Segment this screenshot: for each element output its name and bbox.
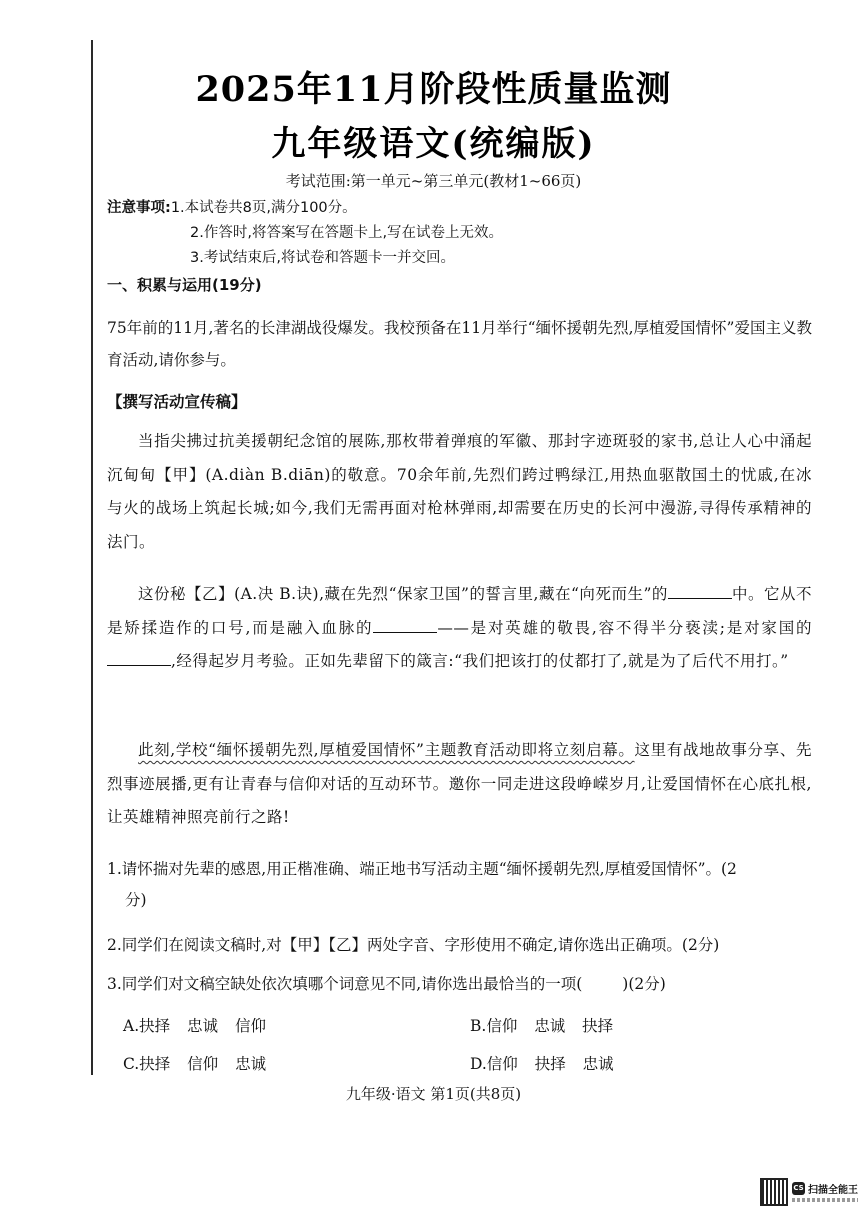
exam-scope: 考试范围:第一单元~第三单元(教材1~66页)	[285, 172, 582, 190]
question-3	[107, 969, 812, 1000]
note-line-1	[107, 196, 503, 221]
article-paragraph-1: 当指尖拂过抗美援朝纪念馆的展陈,那枚带着弹痕的军徽、那封字迹斑驳的家书,总让人心中涌起沉甸甸【甲】(A.diàn B.diān)的敬意。70余年前,先烈们跨过鸭绿江,用热血驱散国土的忧戚,在冰与火的战场上筑起长城;如今,我们无需再面对枪林弹雨,却需要在历史的长河中漫游,寻得传承精神的法门。	[107, 432, 812, 551]
note-item-1: 1.本试卷共8页,满分100分。	[170, 200, 357, 216]
exam-title: 2025年11月阶段性质量监测	[195, 69, 672, 110]
article-paragraph-3	[107, 734, 812, 835]
question-3-text: 3.同学们对文稿空缺处依次填哪个词意见不同,请你选出最恰当的一项(	[107, 975, 583, 993]
option-d: D.信仰 抉择 忠诚	[470, 1055, 614, 1073]
exam-notes	[107, 196, 503, 271]
question-1-cont: 分)	[125, 891, 147, 909]
binding-margin-line	[91, 40, 93, 1075]
note-item-3: 3.考试结束后,将试卷和答题卡一并交回。	[190, 250, 455, 266]
option-c: C.抉择 信仰 忠诚	[123, 1055, 267, 1073]
notes-label: 注意事项:	[107, 200, 171, 216]
article-p3-rest: 这里有战地故事分享、先烈事迹展播,更有让青春与信仰对话的互动环节。邀你一同走进这段峥嵘岁月,让爱国情怀在心底扎根,让英雄精神照亮前行之路!	[107, 741, 812, 826]
fill-blank-2[interactable]	[373, 614, 437, 633]
option-a: A.抉择 忠诚 信仰	[123, 1017, 266, 1035]
fill-blank-3[interactable]	[107, 647, 171, 666]
article-p2-part-c: ——是对英雄的敬畏,容不得半分亵渎;是对家国的	[437, 618, 812, 637]
article-paragraph-2	[107, 578, 812, 679]
fill-blank-1[interactable]	[668, 580, 732, 599]
section-heading: 一、积累与运用(19分)	[107, 276, 262, 294]
scanner-fine-print	[792, 1198, 858, 1202]
note-item-2: 2.作答时,将答案写在答题卡上,写在试卷上无效。	[190, 225, 504, 241]
qr-code-icon	[760, 1178, 788, 1206]
scanner-app-name: 扫描全能王	[808, 1185, 858, 1196]
exam-subtitle: 九年级语文(统编版)	[271, 124, 596, 164]
wavy-underlined-sentence: 此刻,学校“缅怀援朝先烈,厚植爱国情怀”主题教育活动即将立刻启幕。	[138, 741, 635, 759]
task-subheading: 【撰写活动宣传稿】	[107, 393, 247, 411]
question-2: 2.同学们在阅读文稿时,对【甲】【乙】两处字音、字形使用不确定,请你选出正确项。(2分)	[107, 936, 720, 954]
article-p2-part-a: 这份秘【乙】(A.决 B.诀),藏在先烈“保家卫国”的誓言里,藏在“向死而生”的	[138, 585, 668, 603]
question-1-text: 1.请怀揣对先辈的感恩,用正楷准确、端正地书写活动主题“缅怀援朝先烈,厚植爱国情怀”。(2	[107, 860, 737, 878]
article-p2-part-d: ,经得起岁月考验。正如先辈留下的箴言:“我们把该打的仗都打了,就是为了后代不用打。”	[171, 652, 789, 670]
question-1	[107, 854, 812, 916]
section-intro: 75年前的11月,著名的长津湖战役爆发。我校预备在11月举行“缅怀援朝先烈,厚植爱国情怀”爱国主义教育活动,请你参与。	[107, 319, 812, 369]
article-p2-part-b: 中。它从不是矫揉造作的口号,而是融入血脉的	[107, 585, 812, 637]
page-footer: 九年级·语文 第1页(共8页)	[345, 1085, 522, 1103]
option-b: B.信仰 忠诚 抉择	[470, 1017, 614, 1035]
question-3-points: )(2分)	[622, 975, 666, 993]
cs-logo-icon: CS	[792, 1182, 805, 1195]
scanner-watermark	[760, 1178, 860, 1212]
